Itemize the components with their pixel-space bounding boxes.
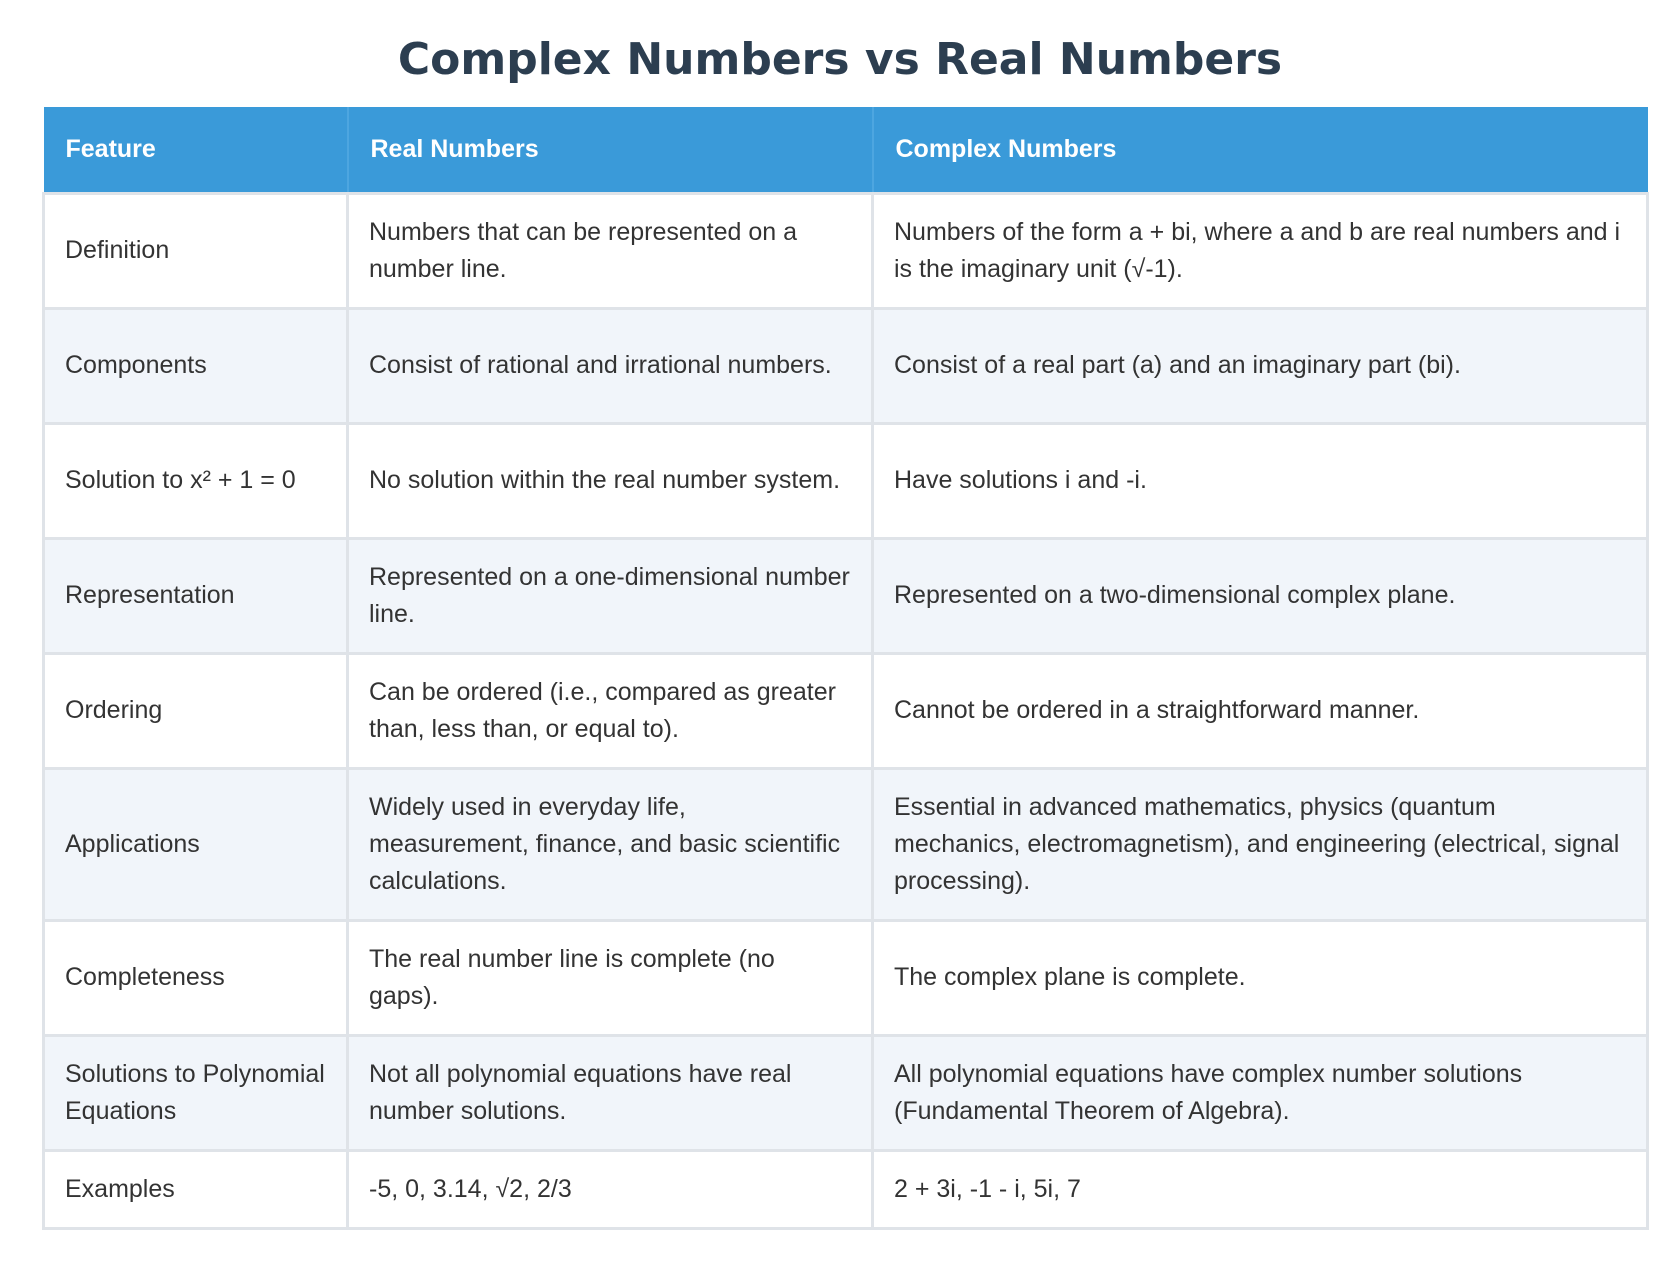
table-row bbox=[44, 1150, 1648, 1228]
feature-cell: Completeness bbox=[44, 920, 348, 1035]
complex-cell: Have solutions i and -i. bbox=[873, 423, 1648, 538]
real-cell: Numbers that can be represented on a number line. bbox=[348, 193, 873, 308]
real-cell: Represented on a one-dimensional number line. bbox=[348, 538, 873, 653]
table-row bbox=[44, 920, 1648, 1035]
table-row bbox=[44, 423, 1648, 538]
header-complex-numbers: Complex Numbers bbox=[873, 107, 1648, 193]
feature-cell: Solution to x² + 1 = 0 bbox=[44, 423, 348, 538]
complex-cell: Cannot be ordered in a straightforward manner. bbox=[873, 653, 1648, 768]
feature-cell: Representation bbox=[44, 538, 348, 653]
table-body bbox=[44, 193, 1648, 1228]
real-cell: Widely used in everyday life, measurement, finance, and basic scientific calculations. bbox=[348, 768, 873, 920]
table-row bbox=[44, 308, 1648, 423]
table-row bbox=[44, 538, 1648, 653]
table-row bbox=[44, 768, 1648, 920]
complex-cell: Essential in advanced mathematics, physics (quantum mechanics, electromagnetism), and engineering (electrical, signal processing). bbox=[873, 768, 1648, 920]
feature-cell: Ordering bbox=[44, 653, 348, 768]
complex-cell: The complex plane is complete. bbox=[873, 920, 1648, 1035]
real-cell: The real number line is complete (no gaps). bbox=[348, 920, 873, 1035]
header-row bbox=[44, 107, 1648, 193]
feature-cell: Definition bbox=[44, 193, 348, 308]
complex-cell: 2 + 3i, -1 - i, 5i, 7 bbox=[873, 1150, 1648, 1228]
real-cell: Consist of rational and irrational numbers. bbox=[348, 308, 873, 423]
real-cell: Not all polynomial equations have real number solutions. bbox=[348, 1035, 873, 1150]
complex-cell: Consist of a real part (a) and an imaginary part (bi). bbox=[873, 308, 1648, 423]
table-row bbox=[44, 1035, 1648, 1150]
real-cell: Can be ordered (i.e., compared as greater than, less than, or equal to). bbox=[348, 653, 873, 768]
feature-cell: Solutions to Polynomial Equations bbox=[44, 1035, 348, 1150]
complex-cell: All polynomial equations have complex number solutions (Fundamental Theorem of Algebra). bbox=[873, 1035, 1648, 1150]
feature-cell: Applications bbox=[44, 768, 348, 920]
feature-cell: Components bbox=[44, 308, 348, 423]
complex-cell: Numbers of the form a + bi, where a and b are real numbers and i is the imaginary unit (√-1). bbox=[873, 193, 1648, 308]
real-cell: No solution within the real number system. bbox=[348, 423, 873, 538]
real-cell: -5, 0, 3.14, √2, 2/3 bbox=[348, 1150, 873, 1228]
feature-cell: Examples bbox=[44, 1150, 348, 1228]
header-real-numbers: Real Numbers bbox=[348, 107, 873, 193]
table-header bbox=[44, 107, 1648, 193]
header-feature: Feature bbox=[44, 107, 348, 193]
page-title: Complex Numbers vs Real Numbers bbox=[397, 34, 1283, 85]
table-row bbox=[44, 653, 1648, 768]
complex-cell: Represented on a two-dimensional complex plane. bbox=[873, 538, 1648, 653]
table-row bbox=[44, 193, 1648, 308]
comparison-table bbox=[42, 107, 1649, 1230]
